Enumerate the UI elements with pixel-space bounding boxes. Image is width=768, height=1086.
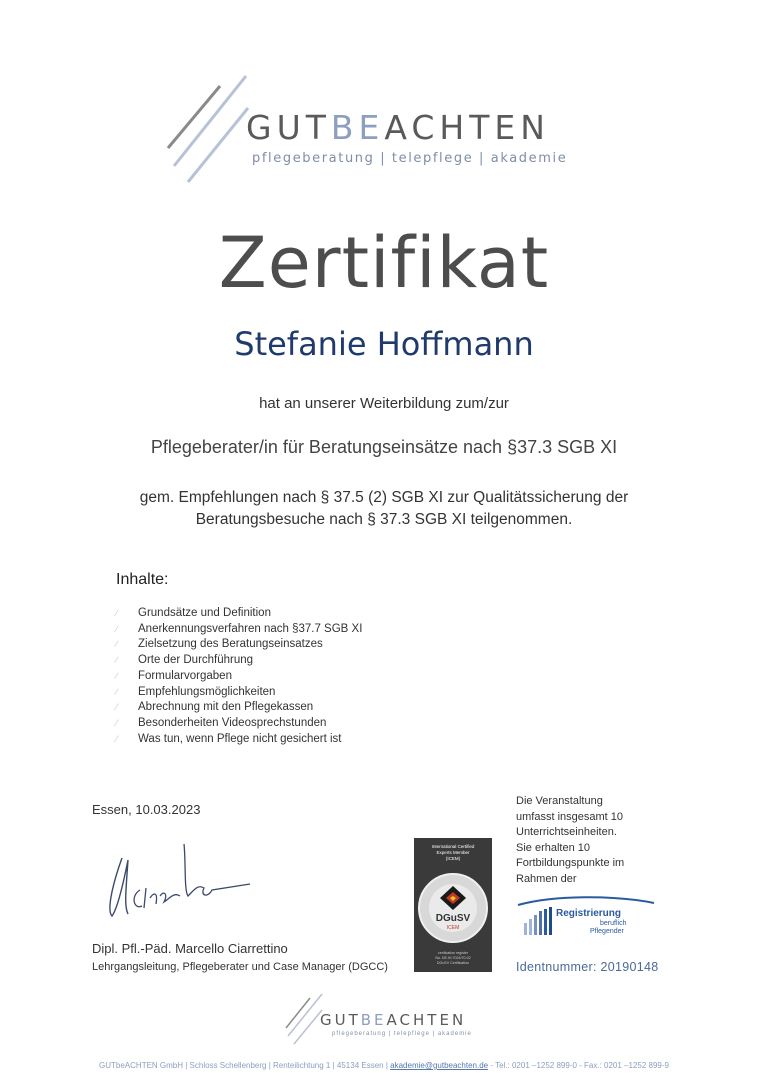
reg-sub2: Pflegender (590, 928, 624, 935)
event-line: Die Veranstaltung (516, 795, 603, 807)
logo-tagline: pflegeberatung | telepflege | akademie (252, 151, 568, 166)
event-info (516, 794, 656, 887)
event-line: Unterrichtseinheiten. (516, 826, 617, 838)
logo-wordmark-small: GUTBEACHTEN (320, 1011, 467, 1029)
list-item: ⁄ Anerkennungsverfahren nach §37.7 SGB XI (116, 622, 362, 638)
svg-text:DGuSV: DGuSV (435, 913, 471, 924)
svg-text:International Certified: International Certified (431, 844, 475, 849)
bullet-icon: ⁄ (116, 655, 118, 666)
bullet-icon: ⁄ (116, 686, 118, 697)
svg-text:(ICEM): (ICEM) (445, 856, 461, 861)
logo-stripes-icon (160, 70, 260, 190)
event-line: Sie erhalten 10 (516, 841, 590, 854)
ident-number: Identnummer: 20190148 (516, 960, 659, 974)
course-description (0, 487, 768, 531)
dgusv-seal-icon (414, 838, 492, 972)
course-name: Pflegeberater/in für Beratungseinsätze nach §37.3 SGB XI (150, 437, 618, 457)
certificate-title: Zertifikat (218, 222, 550, 304)
svg-text:verification register: verification register (437, 951, 469, 955)
inhalte-heading: Inhalte: (116, 571, 169, 588)
email-link[interactable]: akademie@gutbeachten.de (390, 1061, 489, 1070)
bullet-icon: ⁄ (116, 670, 118, 681)
reg-sub1: beruflich (600, 920, 627, 927)
event-line: Fortbildungspunkte im (516, 857, 625, 869)
bullet-icon: ⁄ (116, 623, 118, 634)
list-item: ⁄ Empfehlungsmöglichkeiten (116, 685, 362, 701)
registrierung-logo-icon (514, 895, 664, 943)
signature-icon (100, 840, 260, 930)
svg-text:ICEM: ICEM (446, 925, 460, 931)
place-date: Essen, 10.03.2023 (92, 802, 201, 817)
list-item: ⁄ Orte der Durchführung (116, 653, 362, 669)
svg-text:No. DE.IH.7024/70-02: No. DE.IH.7024/70-02 (435, 956, 471, 960)
intro-line: hat an unserer Weiterbildung zum/zur (259, 395, 509, 412)
list-item: ⁄ Was tun, wenn Pflege nicht gesichert ist (116, 732, 362, 748)
footer: GUTbeACHTEN GmbH | Schloss Schellenberg | Renteilichtung 1 | 45134 Essen | akademie@gutbeachten.de - Tel.: 0201 –1252 899-0 - Fax.: 0201 –1252 899-9 (99, 1061, 669, 1070)
reg-title: Registrierung (556, 908, 622, 919)
bullet-icon: ⁄ (116, 608, 118, 618)
list-item: ⁄ Formularvorgaben (116, 669, 362, 685)
inhalte-list (116, 606, 362, 747)
course-description-line-2: Beratungsbesuche nach § 37.3 SGB XI teilgenommen. (195, 511, 573, 528)
list-item: ⁄ Zielsetzung des Beratungseinsatzes (116, 637, 362, 653)
list-item: ⁄ Abrechnung mit den Pflegekassen (116, 700, 362, 716)
logo-tagline-small: pflegeberatung | telepflege | akademie (332, 1031, 472, 1037)
bullet-icon: ⁄ (116, 639, 118, 650)
bullet-icon: ⁄ (116, 702, 118, 713)
bullet-icon: ⁄ (116, 717, 118, 728)
recipient-name: Stefanie Hoffmann (234, 325, 534, 363)
course-description-line-1: gem. Empfehlungen nach § 37.5 (2) SGB XI zur Qualitätssicherung der (139, 489, 629, 506)
list-item: ⁄ Besonderheiten Videosprechstunden (116, 716, 362, 732)
event-line: Rahmen der (516, 872, 577, 885)
signer-role: Lehrgangsleitung, Pflegeberater und Case Manager (DGCC) (92, 961, 388, 973)
event-line: umfasst insgesamt 10 (516, 810, 623, 823)
logo-wordmark: GUTBEACHTEN (246, 108, 550, 147)
list-item: ⁄ Grundsätze und Definition (116, 606, 362, 622)
signer-name: Dipl. Pfl.-Päd. Marcello Ciarrettino (92, 941, 288, 956)
svg-text:Experts Member: Experts Member (436, 850, 470, 855)
svg-text:DGuSV Certification: DGuSV Certification (436, 961, 470, 965)
bullet-icon: ⁄ (116, 733, 118, 744)
